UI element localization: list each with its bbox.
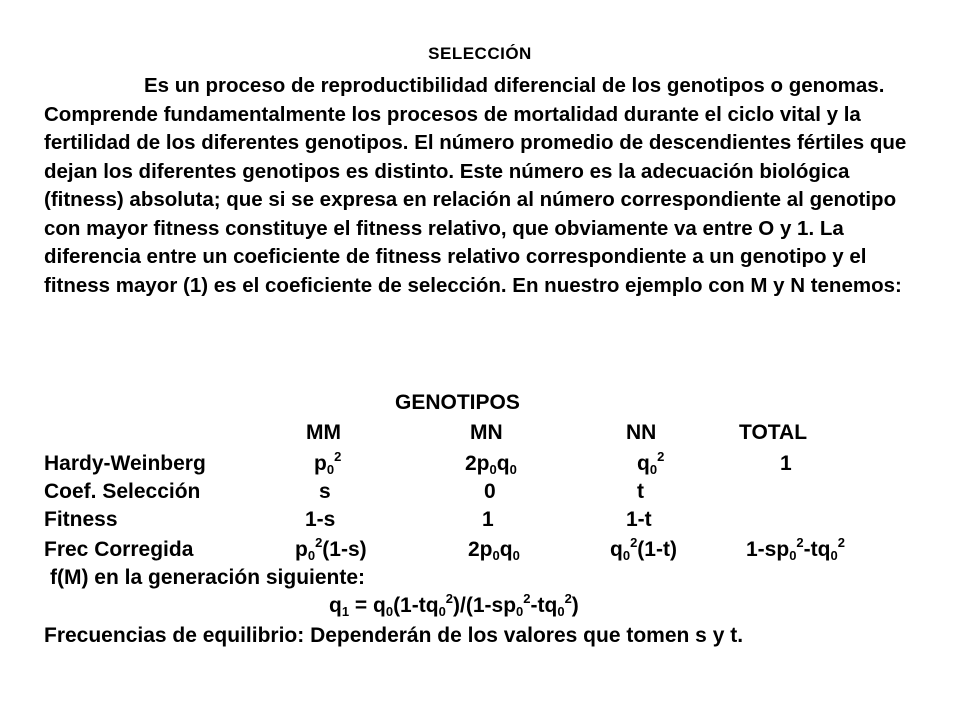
fitness-mm: 1-s xyxy=(305,508,336,531)
hardy-total: 1 xyxy=(780,452,792,475)
row-label-frec-corregida: Frec Corregida xyxy=(44,538,194,561)
column-header-nn: NN xyxy=(626,421,657,444)
next-generation-label: f(M) en la generación siguiente: xyxy=(50,566,366,589)
fitness-nn: 1-t xyxy=(626,508,652,531)
column-header-mn: MN xyxy=(470,421,503,444)
coef-mn: 0 xyxy=(484,480,496,503)
row-label-fitness: Fitness xyxy=(44,508,118,531)
frec-mm-formula: $p_0^2(1-s)$ xyxy=(295,535,367,563)
coef-nn: t xyxy=(637,480,644,503)
hardy-mm-formula: $p_0^2$ xyxy=(314,449,342,477)
column-header-mm: MM xyxy=(306,421,341,444)
hardy-nn-formula: $q_0^2$ xyxy=(637,449,665,477)
coef-mm: s xyxy=(319,480,331,503)
frec-total-formula: $1-sp_0^2-tq_0^2$ xyxy=(746,535,845,563)
hardy-mn-formula: $2p_0q_0$ xyxy=(465,452,517,477)
frec-mn-formula: $2p_0q_0$ xyxy=(468,538,520,563)
column-header-total: TOTAL xyxy=(739,421,808,444)
row-label-hardy-weinberg: Hardy-Weinberg xyxy=(44,452,206,475)
slide-title: SELECCIÓN xyxy=(428,44,532,63)
intro-paragraph: Es un proceso de reproductibilidad diferencial de los genotipos o genomas. Comprende fundamentalmente los procesos de mortalidad durante el ciclo vital y la fertilidad de los diferentes genotipos. El número promedio de descendientes fértiles que dejan los diferentes genotipos es distinto. Este número es la adecuación biológica (fitness) absoluta; que si se expresa en relación al número correspondiente al genotipo con mayor fitness constituye el fitness relativo, que obviamente va entre O y 1. La diferencia entre un coeficiente de fitness relativo correspondiente a un genotipo y el fitness mayor (1) es el coeficiente de selección. En nuestro ejemplo con M y N tenemos: xyxy=(44,74,907,297)
frec-nn-formula: $q_0^2(1-t)$ xyxy=(610,535,677,563)
fitness-mn: 1 xyxy=(482,508,494,531)
conclusion-text: Frecuencias de equilibrio: Dependerán de los valores que tomen s y t. xyxy=(44,624,744,647)
genotipos-heading: GENOTIPOS xyxy=(395,391,520,414)
recurrence-equation: $q_1 = q_0(1-tq_0^2)/(1-sp_0^2-tq_0^2)$ xyxy=(329,591,579,619)
row-label-coef-seleccion: Coef. Selección xyxy=(44,480,201,503)
